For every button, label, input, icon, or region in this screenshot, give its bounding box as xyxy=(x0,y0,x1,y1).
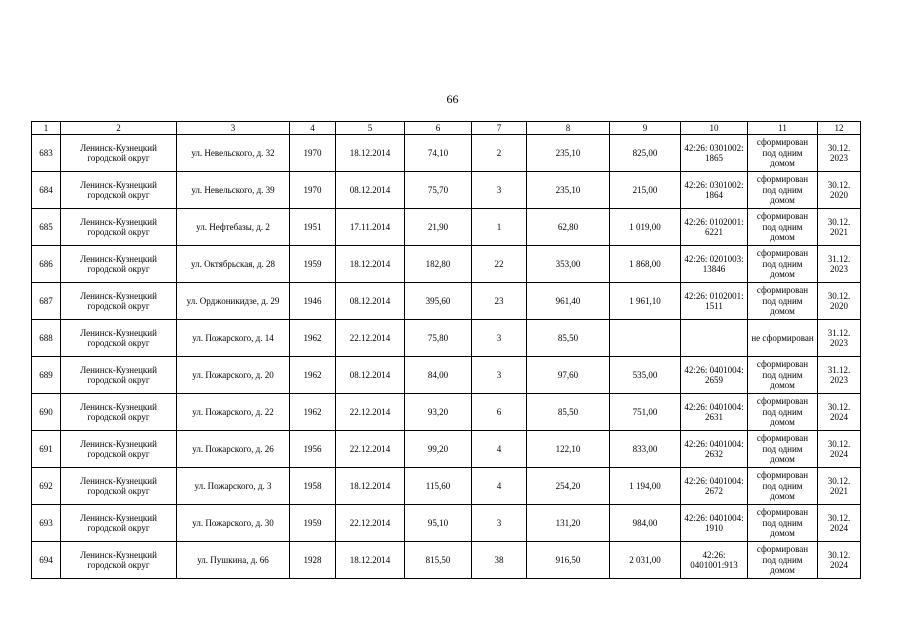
count-cell: 1 xyxy=(472,209,527,246)
address-cell: ул. Невельского, д. 39 xyxy=(177,172,290,209)
count-cell: 3 xyxy=(472,505,527,542)
table-row xyxy=(32,357,861,394)
year-cell: 1956 xyxy=(290,431,336,468)
cadastral-number-cell: 42:26: 0301002: 1864 xyxy=(681,172,748,209)
cadastral-number-cell: 42:26: 0401004: 2631 xyxy=(681,394,748,431)
year-cell: 1959 xyxy=(290,246,336,283)
row-number: 685 xyxy=(32,209,61,246)
municipality-cell: Ленинск-Кузнецкий городской округ xyxy=(61,357,177,394)
date-cell: 08.12.2014 xyxy=(336,357,405,394)
address-cell: ул. Нефтебазы, д. 2 xyxy=(177,209,290,246)
value-cell: 97,60 xyxy=(527,357,610,394)
deadline-cell: 30.12. 2021 xyxy=(818,209,861,246)
table-row xyxy=(32,283,861,320)
municipality-cell: Ленинск-Кузнецкий городской округ xyxy=(61,209,177,246)
cadastral-number-cell xyxy=(681,320,748,357)
cadastral-number-cell: 42:26: 0102001: 1511 xyxy=(681,283,748,320)
deadline-cell: 30.12. 2023 xyxy=(818,135,861,172)
municipality-cell: Ленинск-Кузнецкий городской округ xyxy=(61,172,177,209)
row-number: 693 xyxy=(32,505,61,542)
value-cell: 1 194,00 xyxy=(610,468,681,505)
deadline-cell: 30.12. 2021 xyxy=(818,468,861,505)
value-cell: 115,60 xyxy=(405,468,472,505)
value-cell: 21,90 xyxy=(405,209,472,246)
municipality-cell: Ленинск-Кузнецкий городской округ xyxy=(61,394,177,431)
date-cell: 18.12.2014 xyxy=(336,246,405,283)
year-cell: 1959 xyxy=(290,505,336,542)
page-number: 66 xyxy=(446,92,459,106)
status-cell: сформирован под одним домом xyxy=(748,209,818,246)
deadline-cell: 30.12. 2024 xyxy=(818,542,861,579)
value-cell: 95,10 xyxy=(405,505,472,542)
cadastral-number-cell: 42:26: 0401004: 1910 xyxy=(681,505,748,542)
year-cell: 1928 xyxy=(290,542,336,579)
address-cell: ул. Орджоникидзе, д. 29 xyxy=(177,283,290,320)
count-cell: 3 xyxy=(472,357,527,394)
value-cell: 751,00 xyxy=(610,394,681,431)
row-number: 687 xyxy=(32,283,61,320)
cadastral-number-cell: 42:26: 0401004: 2659 xyxy=(681,357,748,394)
value-cell: 833,00 xyxy=(610,431,681,468)
year-cell: 1970 xyxy=(290,172,336,209)
row-number: 694 xyxy=(32,542,61,579)
status-cell: сформирован под одним домом xyxy=(748,394,818,431)
table-row xyxy=(32,394,861,431)
value-cell: 182,80 xyxy=(405,246,472,283)
address-cell: ул. Пожарского, д. 20 xyxy=(177,357,290,394)
table-row xyxy=(32,431,861,468)
municipality-cell: Ленинск-Кузнецкий городской округ xyxy=(61,468,177,505)
municipality-cell: Ленинск-Кузнецкий городской округ xyxy=(61,135,177,172)
count-cell: 22 xyxy=(472,246,527,283)
year-cell: 1962 xyxy=(290,394,336,431)
row-number: 688 xyxy=(32,320,61,357)
count-cell: 23 xyxy=(472,283,527,320)
year-cell: 1946 xyxy=(290,283,336,320)
date-cell: 18.12.2014 xyxy=(336,542,405,579)
deadline-cell: 30.12. 2020 xyxy=(818,283,861,320)
address-cell: ул. Невельского, д. 32 xyxy=(177,135,290,172)
housing-registry-table xyxy=(31,121,861,579)
value-cell: 825,00 xyxy=(610,135,681,172)
row-number: 690 xyxy=(32,394,61,431)
column-header: 3 xyxy=(177,122,290,135)
column-header: 4 xyxy=(290,122,336,135)
column-header: 5 xyxy=(336,122,405,135)
year-cell: 1951 xyxy=(290,209,336,246)
value-cell: 984,00 xyxy=(610,505,681,542)
value-cell: 961,40 xyxy=(527,283,610,320)
value-cell: 85,50 xyxy=(527,320,610,357)
row-number: 686 xyxy=(32,246,61,283)
year-cell: 1958 xyxy=(290,468,336,505)
status-cell: сформирован под одним домом xyxy=(748,505,818,542)
value-cell: 395,60 xyxy=(405,283,472,320)
row-number: 689 xyxy=(32,357,61,394)
date-cell: 22.12.2014 xyxy=(336,505,405,542)
table-row xyxy=(32,172,861,209)
count-cell: 6 xyxy=(472,394,527,431)
status-cell: сформирован под одним домом xyxy=(748,283,818,320)
address-cell: ул. Пожарского, д. 3 xyxy=(177,468,290,505)
date-cell: 08.12.2014 xyxy=(336,172,405,209)
cadastral-number-cell: 42:26: 0401004: 2632 xyxy=(681,431,748,468)
address-cell: ул. Пожарского, д. 26 xyxy=(177,431,290,468)
deadline-cell: 31.12. 2023 xyxy=(818,357,861,394)
table-row xyxy=(32,135,861,172)
deadline-cell: 31.12. 2023 xyxy=(818,246,861,283)
count-cell: 3 xyxy=(472,320,527,357)
column-header: 8 xyxy=(527,122,610,135)
row-number: 691 xyxy=(32,431,61,468)
date-cell: 18.12.2014 xyxy=(336,468,405,505)
column-header: 7 xyxy=(472,122,527,135)
column-header: 12 xyxy=(818,122,861,135)
cadastral-number-cell: 42:26: 0401001:913 xyxy=(681,542,748,579)
table-row xyxy=(32,209,861,246)
value-cell: 75,80 xyxy=(405,320,472,357)
value-cell: 84,00 xyxy=(405,357,472,394)
status-cell: сформирован под одним домом xyxy=(748,246,818,283)
value-cell: 85,50 xyxy=(527,394,610,431)
address-cell: ул. Пожарского, д. 14 xyxy=(177,320,290,357)
value-cell: 815,50 xyxy=(405,542,472,579)
status-cell: не сформирован xyxy=(748,320,818,357)
value-cell: 916,50 xyxy=(527,542,610,579)
deadline-cell: 30.12. 2024 xyxy=(818,505,861,542)
date-cell: 18.12.2014 xyxy=(336,135,405,172)
table-row xyxy=(32,468,861,505)
address-cell: ул. Пожарского, д. 22 xyxy=(177,394,290,431)
status-cell: сформирован под одним домом xyxy=(748,468,818,505)
row-number: 684 xyxy=(32,172,61,209)
value-cell: 131,20 xyxy=(527,505,610,542)
column-header: 10 xyxy=(681,122,748,135)
status-cell: сформирован под одним домом xyxy=(748,431,818,468)
value-cell: 74,10 xyxy=(405,135,472,172)
count-cell: 2 xyxy=(472,135,527,172)
date-cell: 17.11.2014 xyxy=(336,209,405,246)
status-cell: сформирован под одним домом xyxy=(748,172,818,209)
table-row xyxy=(32,542,861,579)
table-row xyxy=(32,320,861,357)
municipality-cell: Ленинск-Кузнецкий городской округ xyxy=(61,320,177,357)
date-cell: 22.12.2014 xyxy=(336,320,405,357)
cadastral-number-cell: 42:26: 0102001: 6221 xyxy=(681,209,748,246)
value-cell: 254,20 xyxy=(527,468,610,505)
address-cell: ул. Пушкина, д. 66 xyxy=(177,542,290,579)
table-row xyxy=(32,246,861,283)
year-cell: 1970 xyxy=(290,135,336,172)
cadastral-number-cell: 42:26: 0201003: 13846 xyxy=(681,246,748,283)
column-header: 1 xyxy=(32,122,61,135)
status-cell: сформирован под одним домом xyxy=(748,357,818,394)
value-cell: 353,00 xyxy=(527,246,610,283)
column-header: 2 xyxy=(61,122,177,135)
municipality-cell: Ленинск-Кузнецкий городской округ xyxy=(61,542,177,579)
value-cell: 235,10 xyxy=(527,135,610,172)
deadline-cell: 30.12. 2024 xyxy=(818,394,861,431)
count-cell: 4 xyxy=(472,431,527,468)
value-cell: 1 961,10 xyxy=(610,283,681,320)
date-cell: 22.12.2014 xyxy=(336,394,405,431)
column-header: 6 xyxy=(405,122,472,135)
status-cell: сформирован под одним домом xyxy=(748,542,818,579)
deadline-cell: 31.12. 2023 xyxy=(818,320,861,357)
value-cell: 93,20 xyxy=(405,394,472,431)
column-header: 9 xyxy=(610,122,681,135)
count-cell: 4 xyxy=(472,468,527,505)
value-cell: 1 868,00 xyxy=(610,246,681,283)
value-cell: 1 019,00 xyxy=(610,209,681,246)
table-row xyxy=(32,505,861,542)
column-number-row xyxy=(32,122,861,135)
municipality-cell: Ленинск-Кузнецкий городской округ xyxy=(61,246,177,283)
municipality-cell: Ленинск-Кузнецкий городской округ xyxy=(61,431,177,468)
value-cell: 122,10 xyxy=(527,431,610,468)
value-cell: 235,10 xyxy=(527,172,610,209)
value-cell: 75,70 xyxy=(405,172,472,209)
row-number: 692 xyxy=(32,468,61,505)
year-cell: 1962 xyxy=(290,357,336,394)
value-cell: 535,00 xyxy=(610,357,681,394)
address-cell: ул. Пожарского, д. 30 xyxy=(177,505,290,542)
count-cell: 38 xyxy=(472,542,527,579)
status-cell: сформирован под одним домом xyxy=(748,135,818,172)
date-cell: 22.12.2014 xyxy=(336,431,405,468)
value-cell: 62,80 xyxy=(527,209,610,246)
cadastral-number-cell: 42:26: 0401004: 2672 xyxy=(681,468,748,505)
cadastral-number-cell: 42:26: 0301002: 1865 xyxy=(681,135,748,172)
value-cell: 2 031,00 xyxy=(610,542,681,579)
date-cell: 08.12.2014 xyxy=(336,283,405,320)
address-cell: ул. Октябрьская, д. 28 xyxy=(177,246,290,283)
municipality-cell: Ленинск-Кузнецкий городской округ xyxy=(61,283,177,320)
deadline-cell: 30.12. 2024 xyxy=(818,431,861,468)
value-cell: 215,00 xyxy=(610,172,681,209)
year-cell: 1962 xyxy=(290,320,336,357)
count-cell: 3 xyxy=(472,172,527,209)
municipality-cell: Ленинск-Кузнецкий городской округ xyxy=(61,505,177,542)
column-header: 11 xyxy=(748,122,818,135)
deadline-cell: 30.12. 2020 xyxy=(818,172,861,209)
value-cell xyxy=(610,320,681,357)
value-cell: 99,20 xyxy=(405,431,472,468)
row-number: 683 xyxy=(32,135,61,172)
